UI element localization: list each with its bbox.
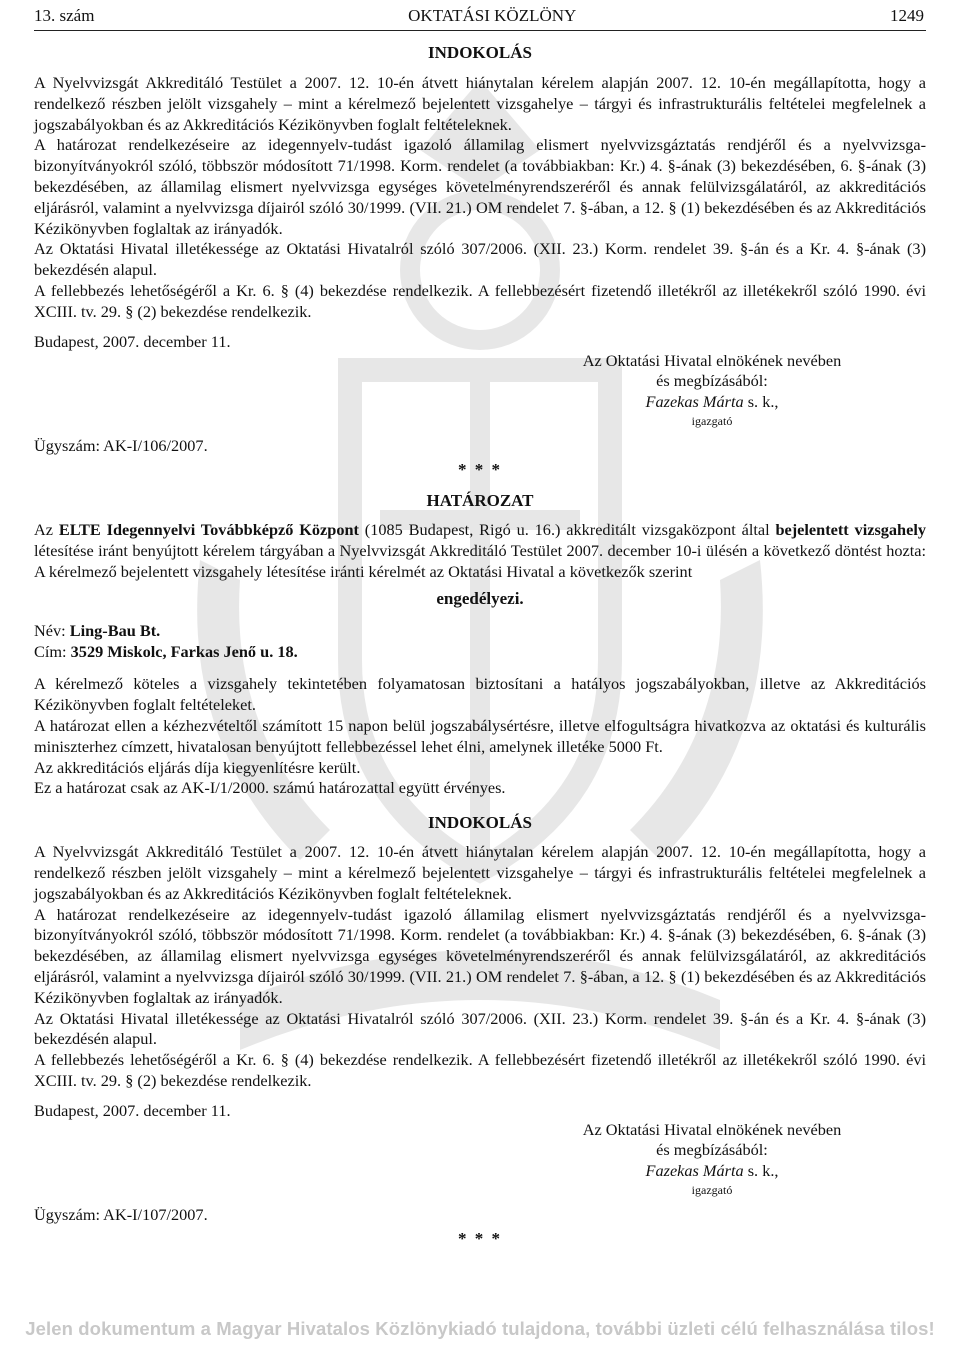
journal-title: OKTATÁSI KÖZLÖNY [408, 6, 577, 25]
reasoning-paragraph: Az Oktatási Hivatal illetékessége az Oktatási Hivatalról szóló 307/2006. (XII. 23.) Korm. rendelet 39. §-án és a Kr. 4. §-ának (3) bekezdésén alapul. [34, 239, 926, 280]
case-number: Ügyszám: AK-I/106/2007. [34, 435, 208, 455]
center-name: ELTE Idegennyelvi Továbbképző Központ [58, 520, 359, 540]
signatory-sk: s. k., [743, 392, 779, 412]
signing-date: Budapest, 2007. december 11. [34, 331, 231, 351]
section-separator: * * * [458, 1229, 502, 1249]
section-separator: * * * [458, 460, 502, 480]
name-value: Ling-Bau Bt. [69, 620, 161, 640]
case-number: Ügyszám: AK-I/107/2007. [34, 1204, 208, 1224]
signatory-line: Az Oktatási Hivatal elnökének nevében [582, 350, 842, 370]
text-run: (1085 Budapest, Rigó u. 16.) akkreditált vizsgaközpont által [358, 520, 776, 540]
reasoning-paragraph: A fellebbezés lehetőségéről a Kr. 6. § (4) bekezdése rendelkezik. A fellebbezésért fizetendő illetékről az illetékekről szóló 1990. évi XCIII. tv. 29. § (2) bekezdése rendelkezik. [34, 280, 926, 321]
decision-paragraph: A határozat ellen a kézhezvételtől számított 15 napon belül jogszabálysértésre, illetve elfogultságra hivatkozva az oktatási és kulturális miniszterhez címzett, hivatalosan benyújtott fellebbezéssel lehet élni, amelynek illetéke 5000 Ft. [34, 715, 926, 756]
reasoning-heading: INDOKOLÁS [428, 813, 532, 833]
signature-block [34, 1101, 926, 1201]
address-label: Cím: [34, 641, 71, 661]
text-run: Az [34, 520, 59, 540]
address-value: 3529 Miskolc, Farkas Jenő u. 18. [70, 641, 298, 661]
reasoning-paragraph: A határozat rendelkezéseire az idegennyelv-tudást igazoló államilag elismert nyelvvizsgáztatás rendjéről és a nyelvvizsga-bizonyítványokról szóló, többször módosított 71/1998. Korm. rendelet (a továbbiakban: Kr.) 4. §-ának (3) bekezdésében, 6. §-ának (3) bekezdésében, az államilag elismert nyelvvizsga egységes követelményrendszeréről és annak felülvizsgálatáról, az akkreditációs eljárásról, valamint a nyelvvizsga díjairól szóló 30/1999. (VII. 21.) OM rendelet 7. §-ában, a 12. § (1) bekezdésében és az Akkreditációs Kézikönyvben foglaltak az irányadók. [34, 135, 926, 238]
decision-paragraph: A kérelmező köteles a vizsgahely tekintetében folyamatosan biztosítani a hatályos jogszabályokban, illetve az Akkreditációs Kézikönyvben foglalt feltételeket. [34, 674, 926, 715]
signatory-name-line [544, 392, 880, 413]
page-number: 1249 [890, 6, 924, 25]
reasoning-paragraph: A fellebbezés lehetőségéről a Kr. 6. § (4) bekezdése rendelkezik. A fellebbezésért fizetendő illetékről az illetékekről szóló 1990. évi XCIII. tv. 29. § (2) bekezdése rendelkezik. [34, 1050, 926, 1090]
decision-verdict: engedélyezi. [436, 588, 524, 608]
signatory [544, 351, 880, 429]
signing-date: Budapest, 2007. december 11. [34, 1100, 231, 1120]
site-address [34, 642, 926, 663]
reasoning-heading: INDOKOLÁS [428, 43, 532, 62]
decision-intro [34, 520, 926, 582]
site-name [34, 621, 926, 642]
name-label: Név: [34, 620, 70, 640]
signatory-name: Fazekas Márta [645, 1161, 744, 1181]
ownership-notice: Jelen dokumentum a Magyar Hivatalos Közlönykiadó tulajdona, további üzleti célú felhasználása tilos! [25, 1318, 935, 1339]
signatory-name: Fazekas Márta [645, 392, 744, 412]
signatory [544, 1120, 880, 1198]
signatory-line: Az Oktatási Hivatal elnökének nevében [582, 1119, 842, 1139]
signatory-sk: s. k., [743, 1161, 779, 1181]
text-run: létesítése iránt benyújtott kérelem tárgyában a Nyelvvizsgát Akkreditáló Testület 2007. december 10-i ülésén a következő döntést hozta: A kérelmező bejelentett vizsgahely létesítése iránti kérelmét az Oktatási Hivatal a következők szerint [34, 541, 926, 581]
decision-paragraph: Ez a határozat csak az AK-I/1/2000. számú határozattal együtt érvényes. [34, 778, 506, 798]
reasoning-paragraph: Az Oktatási Hivatal illetékessége az Oktatási Hivatalról szóló 307/2006. (XII. 23.) Korm. rendelet 39. §-án és a Kr. 4. §-ának (3) bekezdésén alapul. [34, 1008, 926, 1049]
signatory-line: és megbízásából: [656, 371, 768, 391]
reasoning-paragraph: A határozat rendelkezéseire az idegennyelv-tudást igazoló államilag elismert nyelvvizsgáztatás rendjéről és a nyelvvizsga-bizonyítványokról szóló, többször módosított 71/1998. Korm. rendelet (a továbbiakban: Kr.) 4. §-ának (3) bekezdésében, 6. §-ának (3) bekezdésében, az államilag elismert nyelvvizsga egységes követelményrendszeréről és annak felülvizsgálatáról, az akkreditációs eljárásról, valamint a nyelvvizsga díjairól szóló 30/1999. (VII. 21.) OM rendelet 7. §-ában, a 12. § (1) bekezdésében és az Akkreditációs Kézikönyvben foglaltak az irányadók. [34, 904, 926, 1007]
issue-number: 13. szám [34, 6, 95, 25]
exam-site-term: bejelentett vizsgahely [775, 520, 927, 540]
decision-heading: HATÁROZAT [426, 491, 534, 511]
page-header [34, 0, 926, 31]
decision-paragraph: Az akkreditációs eljárás díja kiegyenlítésre került. [34, 757, 361, 777]
signatory-title: igazgató [691, 413, 733, 428]
reasoning-paragraph: A Nyelvvizsgát Akkreditáló Testület a 2007. 12. 10-én átvett hiánytalan kérelem alapján 2007. 12. 10-én megállapította, hogy a rendelkező részben jelölt vizsgahely – mint a kérelmező bejelentett vizsgahelye – tárgyi és infrastrukturális feltételei megfelelnek a jogszabályokban és az Akkreditációs Kézikönyvben foglalt feltételeknek. [34, 73, 926, 134]
reasoning-paragraph: A Nyelvvizsgát Akkreditáló Testület a 2007. 12. 10-én átvett hiánytalan kérelem alapján 2007. 12. 10-én megállapította, hogy a rendelkező részben jelölt vizsgahely – mint a kérelmező bejelentett vizsgahelye – tárgyi és infrastrukturális feltételei megfelelnek a jogszabályokban és az Akkreditációs Kézikönyvben foglalt feltételeknek. [34, 842, 926, 903]
signatory-title: igazgató [691, 1183, 733, 1198]
signatory-name-line [544, 1161, 880, 1182]
signature-block [34, 332, 926, 432]
signatory-line: és megbízásából: [656, 1140, 768, 1160]
